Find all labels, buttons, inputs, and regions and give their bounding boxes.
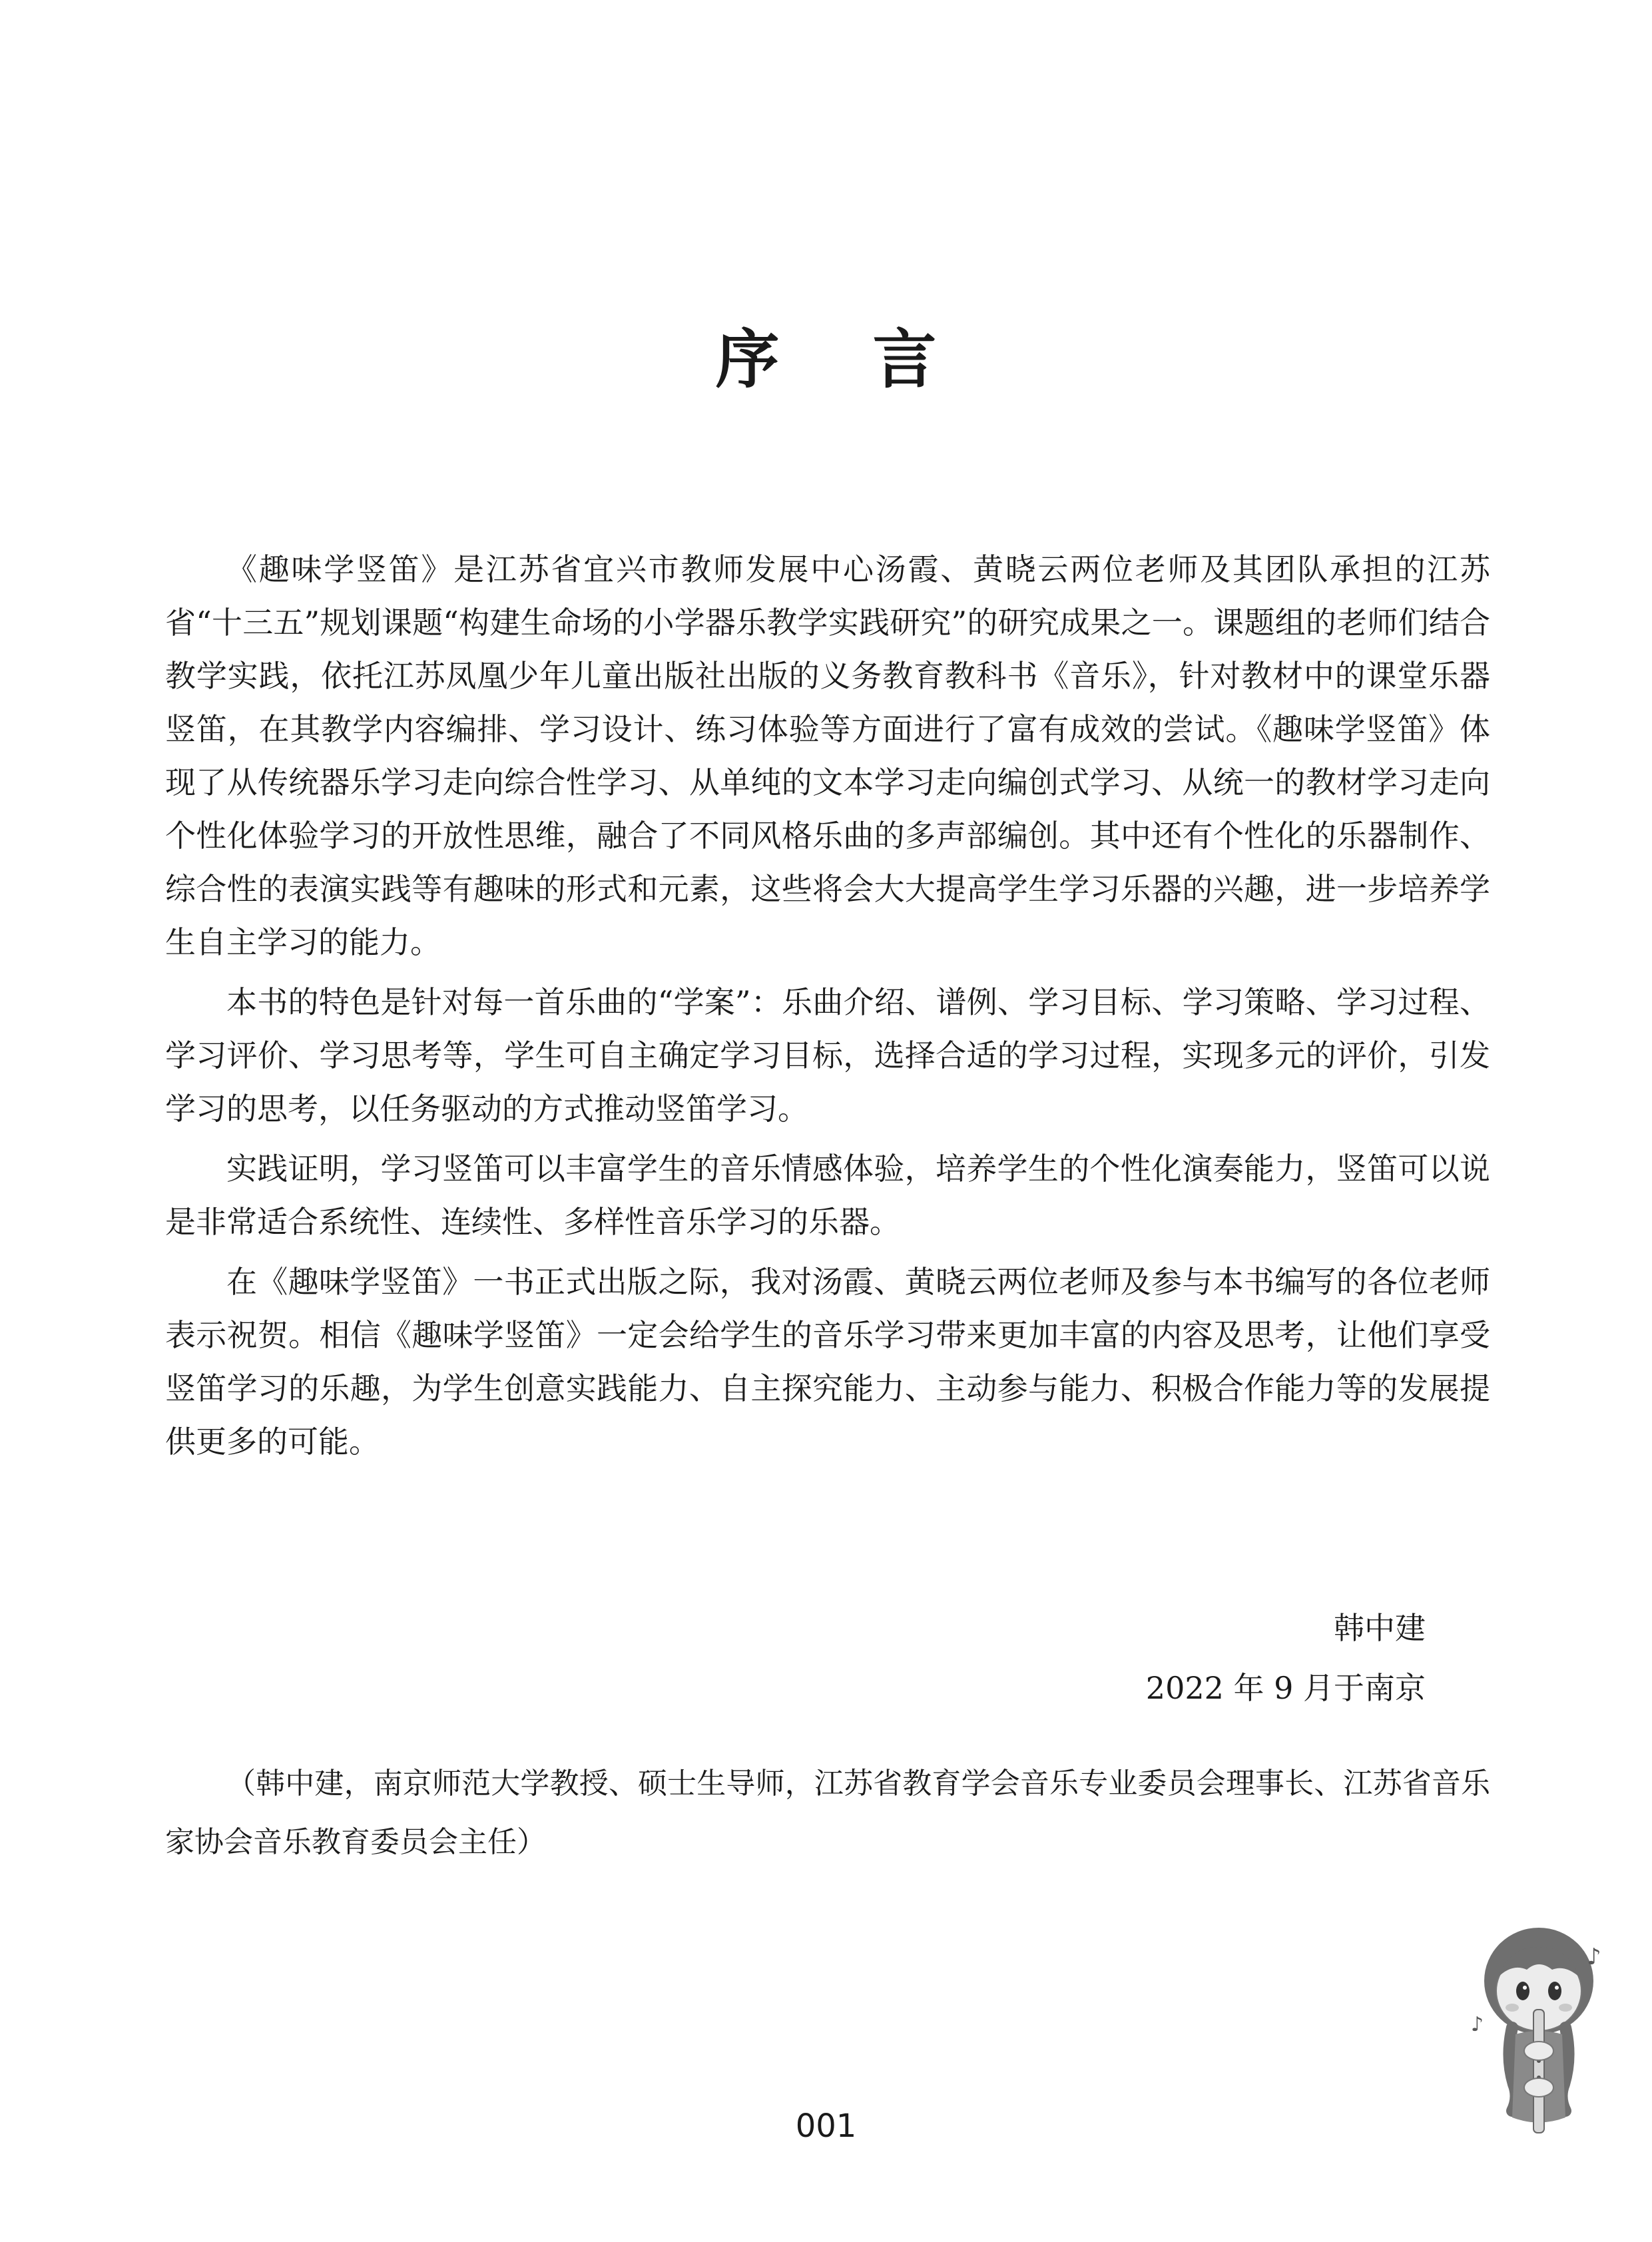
paragraph-3: 实践证明，学习竖笛可以丰富学生的音乐情感体验，培养学生的个性化演奏能力，竖笛可以说是非常适合系统性、连续性、多样性音乐学习的乐器。 (165, 1151, 1490, 1240)
child-playing-recorder-illustration (1466, 1918, 1612, 2137)
music-note-icon: ♪ (1587, 1944, 1601, 1970)
paragraph-4: 在《趣味学竖笛》一书正式出版之际，我对汤霞、黄晓云两位老师及参与本书编写的各位老师表示祝贺。相信《趣味学竖笛》一定会给学生的音乐学习带来更加丰富的内容及思考，让他们享受竖笛学习的乐趣，为学生创意实践能力、自主探究能力、主动参与能力、积极合作能力等的发展提供更多的可能。 (165, 1264, 1490, 1460)
signature-block (1146, 1598, 1426, 1718)
mascot-right-eye (1548, 1982, 1561, 2000)
preface-body (165, 543, 1490, 1475)
music-note-icon: ♪ (1471, 2013, 1484, 2036)
author-name: 韩中建 (1334, 1610, 1426, 1646)
page-title: 序言 (715, 322, 1030, 397)
page-number: 001 (795, 2107, 857, 2145)
author-note: （韩中建，南京师范大学教授、硕士生导师，江苏省教育学会音乐专业委员会理事长、江苏省音乐家协会音乐教育委员会主任） (165, 1767, 1490, 1859)
signature-date-place: 2022 年 9 月于南京 (1145, 1670, 1426, 1706)
mascot-left-eye (1516, 1982, 1529, 2000)
paragraph-1: 《趣味学竖笛》是江苏省宜兴市教师发展中心汤霞、黄晓云两位老师及其团队承担的江苏省“十三五”规划课题“构建生命场的小学器乐教学实践研究”的研究成果之一。课题组的老师们结合教学实践，依托江苏凤凰少年儿童出版社出版的义务教育教科书《音乐》，针对教材中的课堂乐器竖笛，在其教学内容编排、学习设计、练习体验等方面进行了富有成效的尝试。《趣味学竖笛》体现了从传统器乐学习走向综合性学习、从单纯的文本学习走向编创式学习、从统一的教材学习走向个性化体验学习的开放性思维，融合了不同风格乐曲的多声部编创。其中还有个性化的乐器制作、综合性的表演实践等有趣味的形式和元素，这些将会大大提高学生学习乐器的兴趣，进一步培养学生自主学习的能力。 (165, 551, 1490, 960)
paragraph-2: 本书的特色是针对每一首乐曲的“学案”：乐曲介绍、谱例、学习目标、学习策略、学习过程、学习评价、学习思考等，学生可自主确定学习目标，选择合适的学习过程，实现多元的评价，引发学习的思考，以任务驱动的方式推动竖笛学习。 (165, 984, 1490, 1127)
